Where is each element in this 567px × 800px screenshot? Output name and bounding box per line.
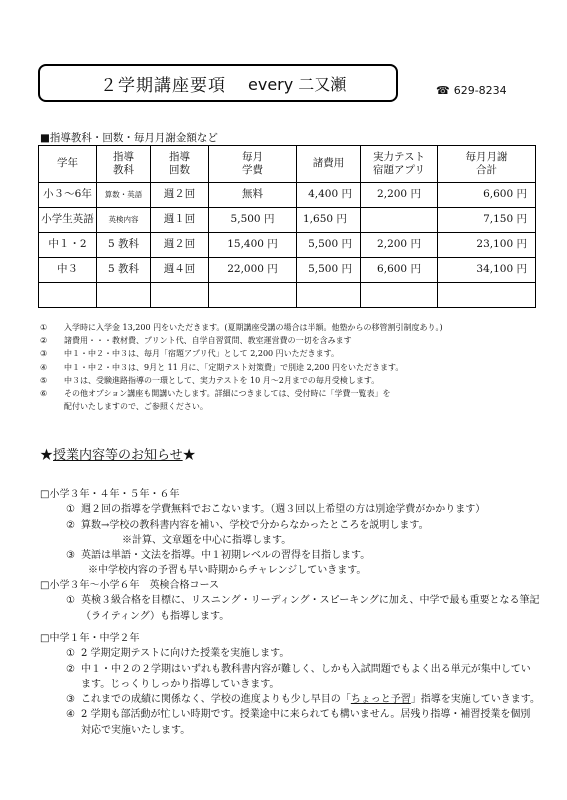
page-title: ２学期講座要項	[100, 75, 226, 96]
cell-fees: 5,500 円	[297, 258, 361, 283]
announcement-title: 授業内容等のお知らせ	[53, 448, 183, 463]
note-text: 中３は、受験進路指導の一環として、実力テストを 10 月～2月までの毎月受検します。	[64, 375, 380, 385]
cell-subject: 英検内容	[97, 208, 151, 233]
item-text: 算数→学校の教科書内容を補い、学校で分からなかったところを説明します。	[81, 519, 429, 531]
cell-total: 7,150 円	[438, 208, 536, 233]
table-row	[39, 208, 536, 233]
cell-frequency: 週２回	[151, 233, 209, 258]
cell-empty	[297, 283, 361, 308]
note-mark: ①	[40, 323, 48, 332]
item-text: 週２回の指導を学費無料でおこないます。（週３回以上希望の方は別途学費がかかります）	[81, 504, 486, 516]
cell-fees: 4,400 円	[297, 183, 361, 208]
cell-total: 6,600 円	[438, 183, 536, 208]
note-item	[40, 400, 540, 413]
elementary-section	[40, 487, 540, 579]
table-header-row	[39, 146, 536, 183]
item-mark: ④	[66, 709, 75, 721]
item-mark: ③	[66, 550, 75, 562]
table-row-empty	[39, 283, 536, 308]
list-item	[40, 646, 540, 661]
table-row	[39, 183, 536, 208]
cell-grade: 小３～6年	[39, 183, 97, 208]
cell-fees: 1,650 円	[297, 208, 361, 233]
cell-total: 23,100 円	[438, 233, 536, 258]
list-item	[40, 593, 540, 624]
cell-test-app	[361, 208, 438, 233]
item-text: 英検３級合格を目標に、リスニング・リーディング・スピーキングに加え、中学で最も重要となる筆記（ライティング）も指導します。	[81, 595, 540, 622]
section-heading: □小学３年～小学６年 英検合格コース	[40, 580, 219, 591]
item-mark: ①	[66, 595, 75, 607]
note-mark: ②	[40, 336, 48, 346]
cell-empty	[39, 283, 97, 308]
col-header: 諸費用	[297, 146, 361, 183]
item-mark: ②	[66, 663, 75, 675]
cell-grade: 中３	[39, 258, 97, 283]
brand-name: every 二又瀬	[248, 74, 347, 94]
table-row	[39, 233, 536, 258]
item-text: 英語は単語・文法を指導。中１初期レベルの習得を目指します。	[81, 550, 371, 562]
item-mark: ③	[66, 694, 75, 706]
col-header: 指導 回数	[151, 146, 209, 183]
note-text: 中１・中２・中３は、毎月「宿題アプリ代」として 2,200 円いただきます。	[64, 349, 340, 359]
sub-note: ※中学校内容の予習も早い時期からチャレンジしていきます。	[88, 565, 367, 577]
note-item	[40, 334, 540, 347]
item-mark: ①	[66, 648, 75, 660]
cell-subject: 5 教科	[97, 233, 151, 258]
phone-number	[436, 84, 507, 97]
cell-empty	[438, 283, 536, 308]
junior-section	[40, 631, 540, 738]
phone-text: 629-8234	[453, 84, 507, 97]
cell-tuition: 5,500 円	[209, 208, 297, 233]
sub-note: ※計算、文章題を中心に指導します。	[122, 534, 292, 546]
note-item	[40, 387, 540, 400]
cell-subject: 5 教科	[97, 258, 151, 283]
list-item	[40, 518, 540, 533]
title-box	[38, 64, 398, 102]
note-mark	[40, 400, 64, 413]
col-header: 毎月 学費	[209, 146, 297, 183]
note-mark: ⑤	[40, 375, 48, 385]
note-mark: ④	[40, 362, 48, 372]
cell-test-app: 2,200 円	[361, 183, 438, 208]
cell-fees: 5,500 円	[297, 233, 361, 258]
note-item	[40, 347, 540, 360]
note-item	[40, 321, 540, 334]
cell-empty	[361, 283, 438, 308]
fees-heading: ■指導教科・回数・毎月月謝金額など	[40, 132, 218, 144]
item-text-post: 」指導を実施していきます。	[410, 694, 541, 706]
note-text: 諸費用・・・教材費、プリント代、自学自習質問、教室運営費の一切を含みます	[64, 336, 352, 346]
note-item	[40, 374, 540, 387]
item-text	[81, 692, 540, 707]
col-header	[39, 146, 97, 183]
star-icon: ★	[40, 448, 54, 463]
cell-empty	[97, 283, 151, 308]
announcement-heading	[40, 444, 196, 463]
cell-empty	[151, 283, 209, 308]
item-mark: ②	[66, 519, 75, 531]
list-item	[40, 502, 540, 517]
item-mark: ①	[66, 504, 75, 516]
cell-test-app: 6,600 円	[361, 258, 438, 283]
star-icon: ★	[182, 448, 196, 463]
table-row	[39, 258, 536, 283]
cell-tuition: 無料	[209, 183, 297, 208]
cell-empty	[209, 283, 297, 308]
cell-tuition: 22,000 円	[209, 258, 297, 283]
note-text: 中１・中２・中３は、9月と 11 月に、「定期テスト対策費」で別途 2,200 円をいただきます。	[64, 362, 404, 372]
col-header: 実力テスト 宿題アプリ	[361, 146, 438, 183]
item-text: 2 学期も部活動が忙しい時期です。授業途中に来られても構いません。居残り指導・補習授業を個別対応で実施いたします。	[81, 709, 531, 736]
cell-subject: 算数・英語	[97, 183, 151, 208]
item-text: 中１・中２の２学期はいずれも教科書内容が難しく、しかも入試問題でもよく出る単元が集中しています。じっくりしっかり指導していきます。	[81, 663, 531, 690]
cell-total: 34,100 円	[438, 258, 536, 283]
col-header: 毎月月謝 合計	[438, 146, 536, 183]
cell-frequency: 週２回	[151, 183, 209, 208]
list-item	[40, 707, 540, 738]
col-header-text: 学年	[57, 157, 78, 170]
phone-icon: ☎	[436, 84, 450, 97]
notes-list	[40, 321, 540, 413]
item-text-pre: これまでの成績に関係なく、学校の進度よりも少し早目の「	[81, 694, 351, 706]
list-item	[40, 548, 540, 563]
eiken-section	[40, 578, 540, 624]
note-mark: ③	[40, 349, 48, 359]
cell-frequency: 週４回	[151, 258, 209, 283]
note-mark: ⑥	[40, 389, 48, 399]
cell-tuition: 15,400 円	[209, 233, 297, 258]
col-header: 指導 教科	[97, 146, 151, 183]
item-text: 2 学期定期テストに向けた授業を実施します。	[81, 648, 290, 660]
list-item	[40, 662, 540, 693]
highlight-term: ちょっと予習	[350, 694, 411, 706]
note-text: 配付いたしますので、ご参照ください。	[64, 402, 208, 412]
cell-test-app: 2,200 円	[361, 233, 438, 258]
section-heading: □小学３年・４年・５年・６年	[40, 489, 180, 500]
cell-grade: 中１・2	[39, 233, 97, 258]
note-text: その他オプション講座も開講いたします。詳細につきましては、受付時に「学費一覧表」を	[64, 389, 391, 399]
cell-grade: 小学生英語	[39, 208, 97, 233]
note-item	[40, 361, 540, 374]
note-text: 入学時に入学金 13,200 円をいただきます。(夏期講座受講の場合は半額。他塾からの移管割引制度あり。)	[64, 323, 443, 332]
section-heading: □中学１年・中学２年	[40, 633, 140, 644]
fees-table	[38, 145, 536, 308]
cell-frequency: 週１回	[151, 208, 209, 233]
list-item	[40, 692, 540, 707]
